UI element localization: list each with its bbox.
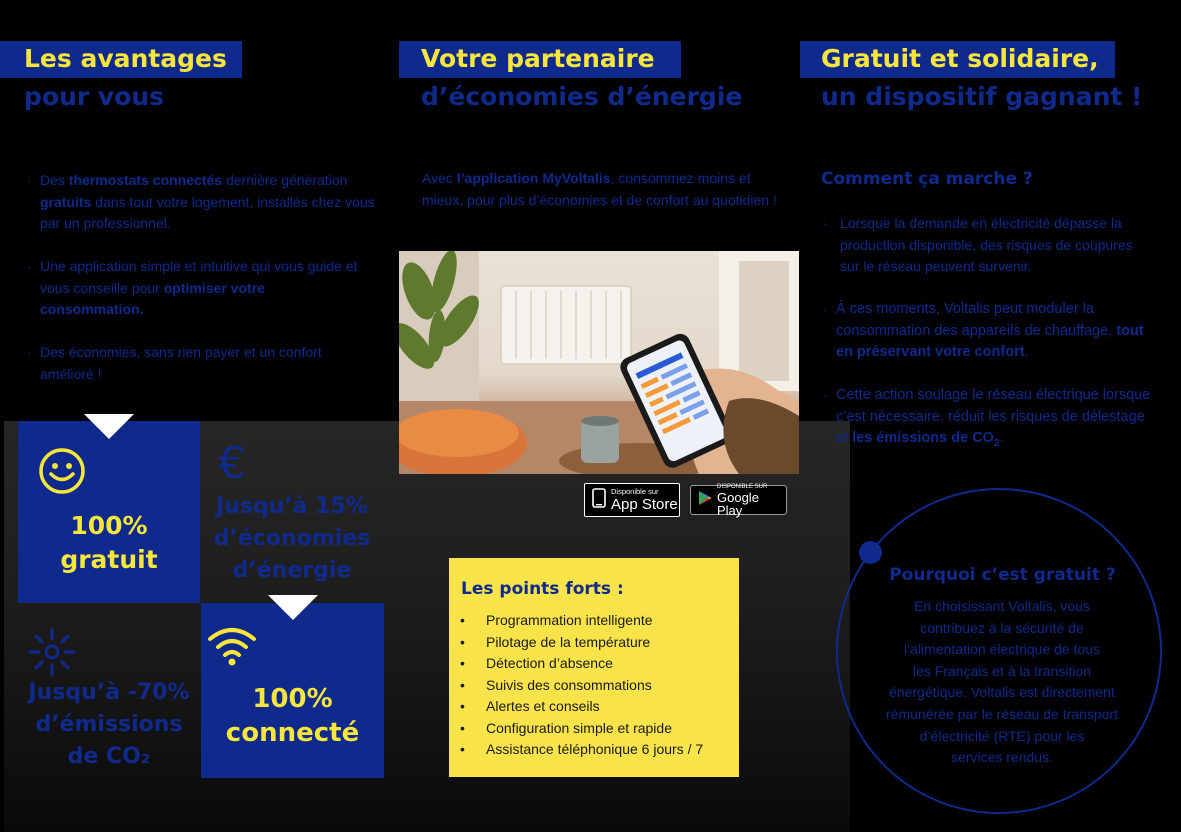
pourquoi-title: Pourquoi c’est gratuit ? bbox=[889, 565, 1116, 585]
tile-emissions bbox=[14, 677, 204, 773]
col1-bullet-3: · Des économies, sans rien payer et un confort amélioré ! bbox=[27, 344, 322, 382]
points-forts-box: Les points forts : • Programmation intelligente • Pilotage de la température • Détection d’absence • Suivis des consommations • Alertes et conseils • Configuration simple et rapide • Assistance téléphonique 6 jours / 7 bbox=[449, 558, 739, 777]
apple-icon bbox=[592, 488, 606, 512]
tile-economies-line3: d’énergie bbox=[232, 558, 352, 583]
wifi-icon bbox=[207, 625, 257, 672]
pointer-triangle-2 bbox=[268, 595, 318, 620]
app-store-big-label: App Store bbox=[611, 495, 678, 513]
col3-bullet-2: · À ces moments, Voltalis peut moduler la consommation des appareils de chauffage, tout en préservant votre confort. bbox=[823, 301, 1144, 360]
sun-icon bbox=[27, 627, 77, 682]
tile-connecte-line2: connecté bbox=[225, 718, 360, 748]
tile-economies bbox=[200, 491, 384, 587]
euro-icon: € bbox=[218, 438, 246, 489]
tile-gratuit-line1: 100% bbox=[70, 511, 148, 540]
photo-illustration bbox=[399, 251, 799, 474]
google-play-icon bbox=[698, 490, 712, 511]
col1-bullet-2: · Une application simple et intuitive qui vous guide et vous conseille pour optimiser votre consommation. bbox=[27, 258, 358, 317]
tile-gratuit bbox=[18, 421, 200, 603]
tile-connecte bbox=[201, 603, 384, 778]
col2-intro: Avec l’application MyVoltalis, consommez moins et mieux, pour plus d’économies et de confort au quotidien ! bbox=[422, 170, 777, 208]
heading-col2-line2: d’économies d’énergie bbox=[421, 82, 743, 111]
pourquoi-text: En choisissant Voltalis, vous contribuez à la sécurité de l’alimentation électrique de tous les Français et à la transition énergétique. Voltalis est directement rémunérée par le réseau de transport d’électricité (RTE) pour les services rendus. bbox=[886, 598, 1118, 766]
google-play-big-label: Google Play bbox=[717, 489, 759, 518]
points-forts-title: Les points forts : bbox=[461, 579, 624, 599]
tile-gratuit-line2: gratuit bbox=[60, 545, 158, 574]
col3-bullet-1: · Lorsque la demande en électricité dépasse la production disponible, des risques de coupures sur le réseau peuvent survenir. bbox=[823, 215, 1133, 274]
heading-col3-line1: Gratuit et solidaire, bbox=[821, 44, 1099, 73]
col3-bullet-3: · Cette action soulage le réseau électrique lorsque c’est nécessaire, réduit les risques de délestage et les émissions de $CO_2$. bbox=[823, 387, 1151, 449]
tile-emissions-line1: Jusqu’à -70% bbox=[28, 680, 190, 705]
smiley-icon bbox=[38, 447, 86, 500]
tile-economies-line2: d’économies bbox=[213, 526, 371, 551]
circle-dot bbox=[859, 541, 882, 564]
google-play-button[interactable] bbox=[690, 483, 787, 518]
tile-economies-line1: Jusqu’à 15% bbox=[216, 494, 368, 519]
pointer-triangle-1 bbox=[84, 414, 134, 439]
heading-col1-line2: pour vous bbox=[24, 82, 165, 111]
heading-col1-line1: Les avantages bbox=[24, 44, 227, 73]
tile-connecte-line1: 100% bbox=[252, 684, 333, 714]
heading-col2-line1: Votre partenaire bbox=[421, 44, 655, 73]
heading-col3-line2: un dispositif gagnant ! bbox=[821, 82, 1143, 111]
app-photo bbox=[399, 251, 799, 474]
google-play-small-label: DISPONIBLE SUR bbox=[717, 483, 768, 490]
tile-emissions-line3: de CO₂ bbox=[67, 744, 151, 769]
how-it-works-title: Comment ça marche ? bbox=[821, 169, 1033, 189]
tile-emissions-line2: d’émissions bbox=[35, 712, 183, 737]
app-store-small-label: Disponible sur bbox=[611, 487, 659, 497]
col1-bullet-1: · Des thermostats connectés dernière génération gratuits dans tout votre logement, installés chez vous par un professionnel. bbox=[27, 172, 375, 231]
app-store-button[interactable] bbox=[584, 483, 680, 517]
